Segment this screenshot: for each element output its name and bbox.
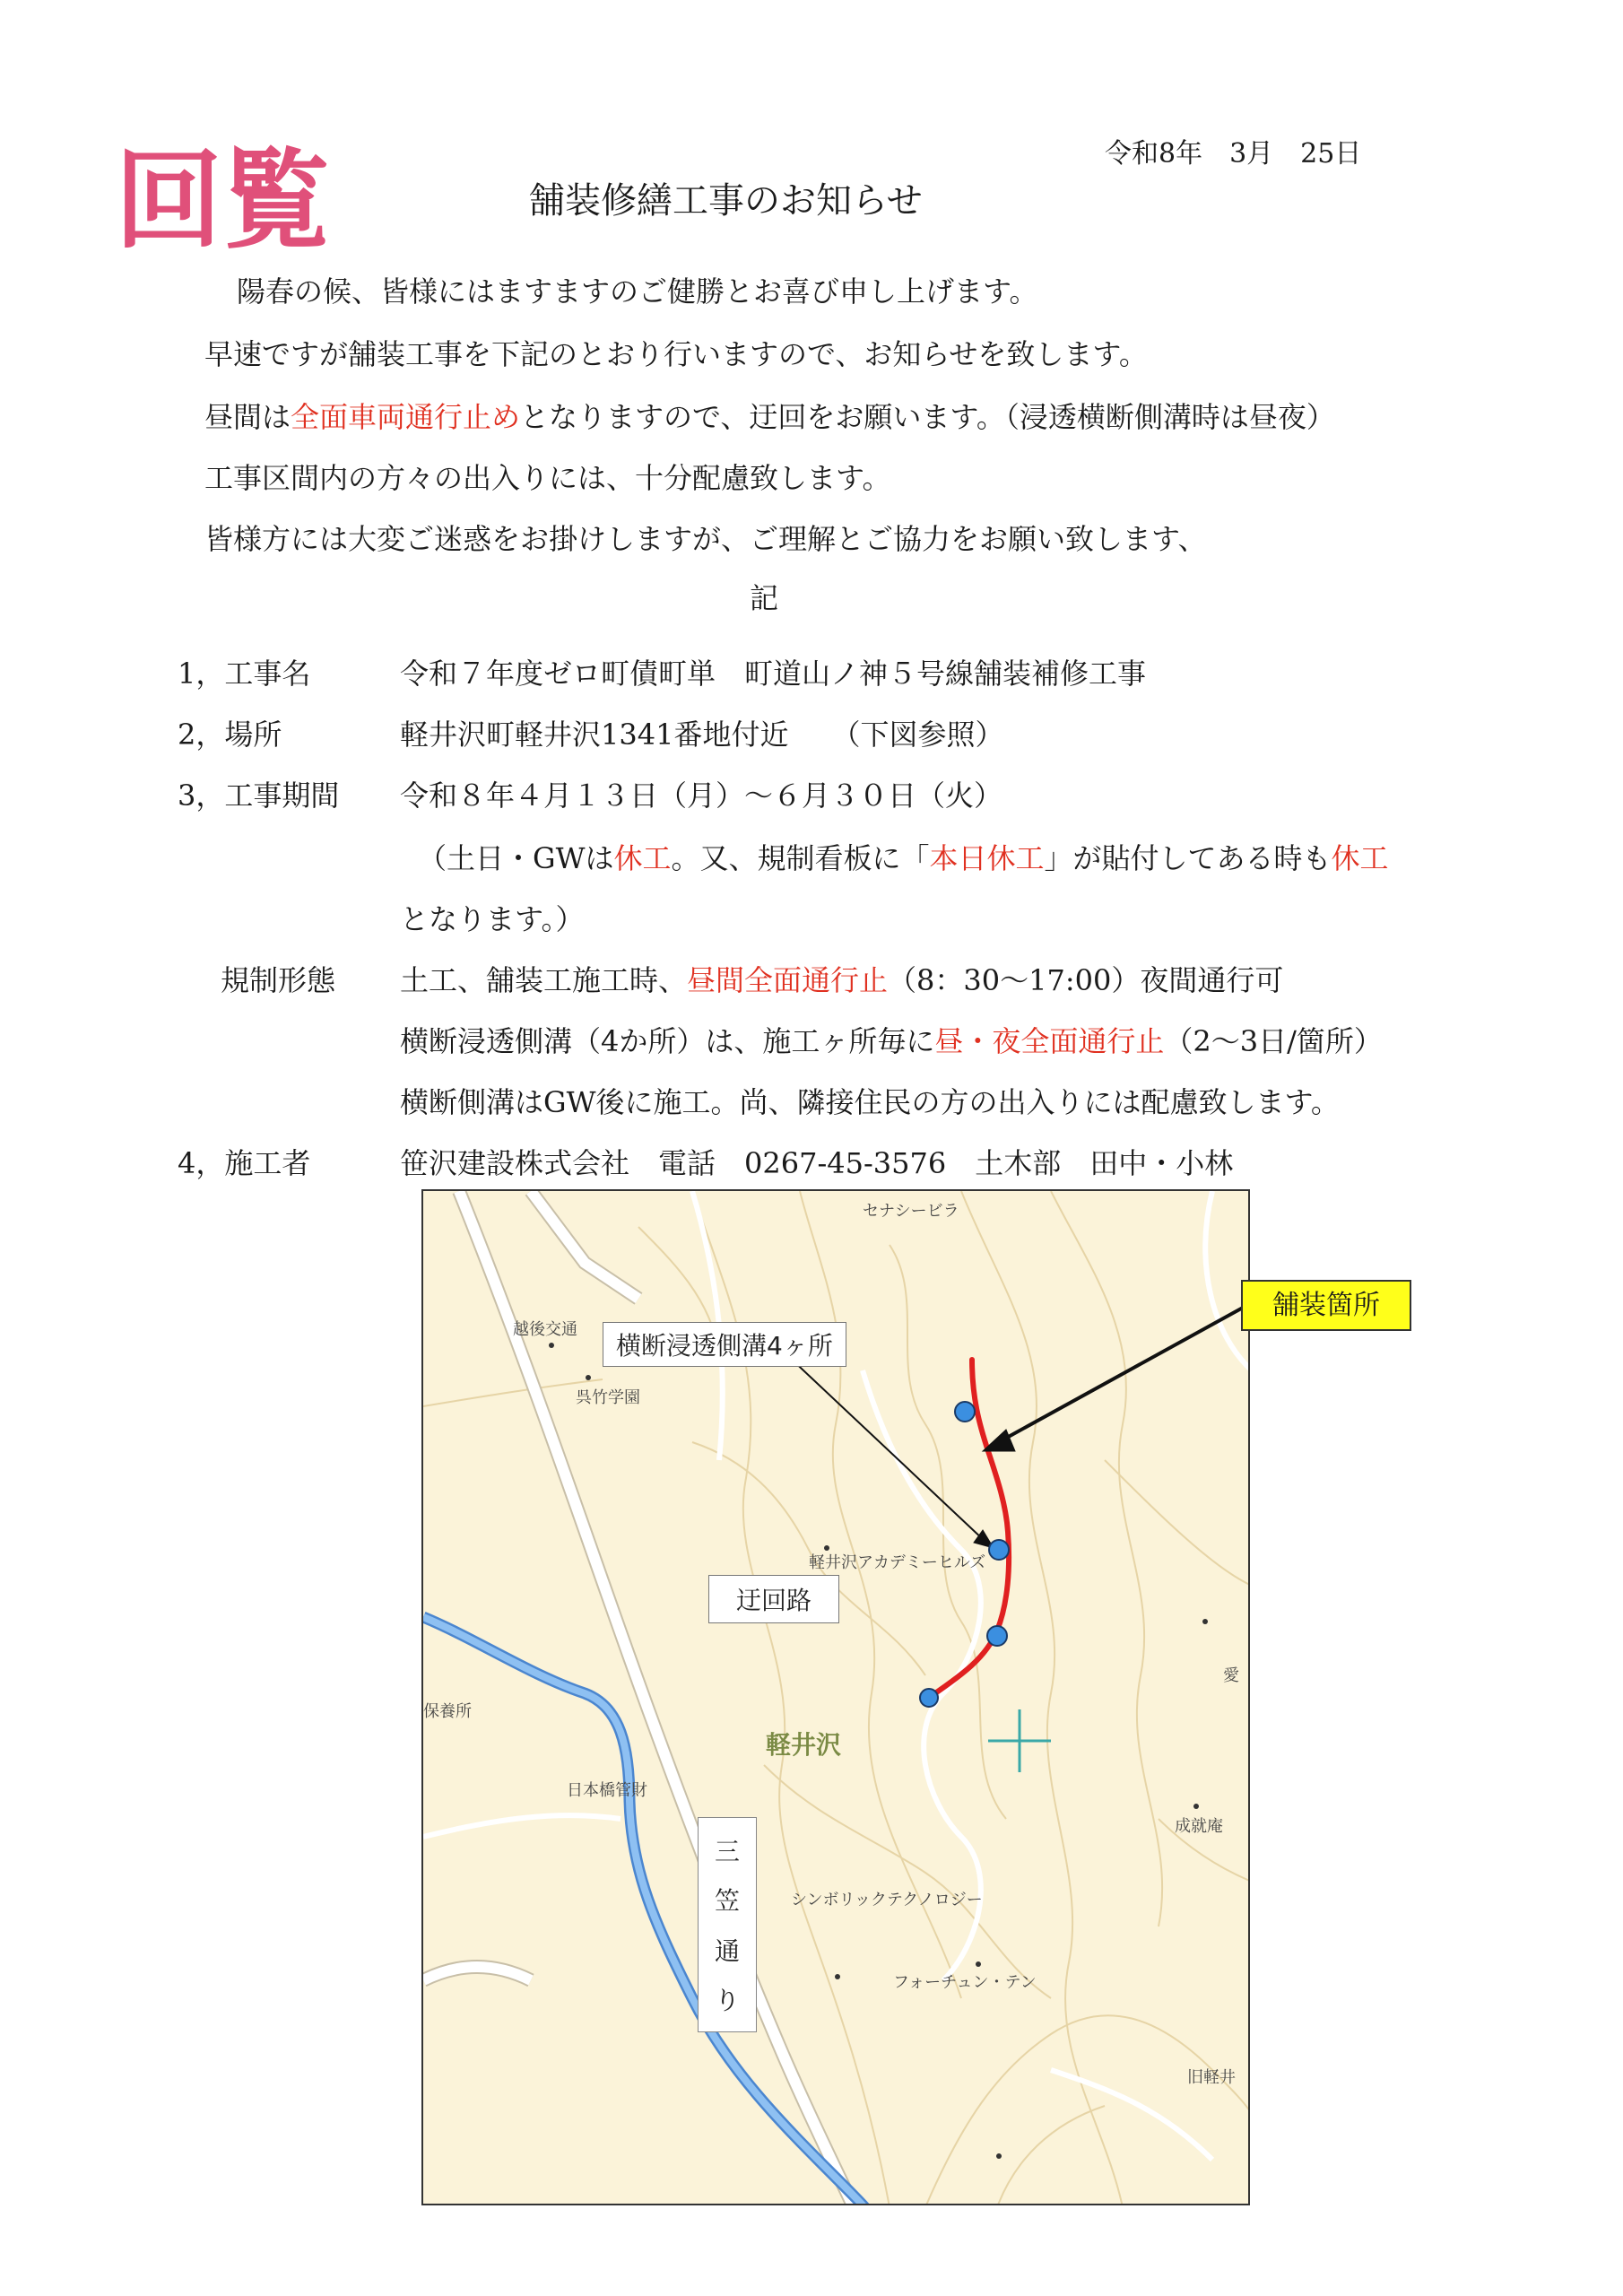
map-label-ai: 愛 (1223, 1666, 1239, 1685)
map-label-hoyojo: 保養所 (423, 1702, 472, 1721)
item3-note-red3: 休工 (1331, 841, 1389, 875)
regulation-label: 規制形態 (221, 963, 336, 997)
paving-arrow-head (983, 1430, 1015, 1451)
reg1-a: 土工、舗装工施工時、 (400, 963, 688, 997)
item3-value: 令和８年４月１３日（月）～６月３０日（火） (400, 778, 1003, 813)
ditch-marker-4 (920, 1689, 938, 1707)
road-name-box (698, 1817, 757, 2032)
paving-callout: 舗装箇所 (1241, 1280, 1411, 1331)
item3-note-red2: 本日休工 (929, 841, 1045, 875)
item1-value: 令和７年度ゼロ町債町単 町道山ノ神５号線舗装補修工事 (400, 657, 1147, 691)
crosshair-icon (988, 1709, 1051, 1772)
intro-line-1: 陽春の候、皆様にはますますのご健勝とお喜び申し上げます。 (237, 274, 1038, 309)
item3-note-2: となります。） (400, 902, 585, 936)
document-date: 令和8年 3月 25日 (1105, 138, 1362, 170)
map-label-symbolic: シンボリックテクノロジー (791, 1891, 983, 1909)
reg1-b: （8：30～17:00）夜間通行可 (888, 963, 1284, 997)
ditch-arrow-line (773, 1342, 985, 1541)
intro-line-3 (204, 395, 1335, 436)
map-label-karuizawa: 軽井沢 (766, 1730, 842, 1760)
reg2-b: （2～3日/箇所） (1164, 1024, 1383, 1058)
map-label-academy: 軽井沢アカデミーヒルズ (809, 1553, 986, 1572)
detour-label: 迂回路 (708, 1575, 839, 1623)
regulation-line-2 (400, 1019, 1383, 1060)
intro-line-3-red: 全面車両通行止め (291, 400, 521, 434)
ditch-marker-1 (955, 1402, 975, 1422)
circulation-stamp: 回覧 (115, 137, 330, 264)
ditch-marker-3 (987, 1626, 1007, 1646)
road-name-char-4: り (714, 1986, 740, 2016)
ditch-marker-2 (989, 1540, 1009, 1560)
regulation-line-1 (400, 958, 1283, 999)
item2-label: 2，場所 (178, 718, 282, 752)
paving-arrow-line (995, 1308, 1243, 1444)
map-label-fortune: フォーチュン・テン (893, 1973, 1037, 1992)
item3-note-red1: 休工 (613, 841, 672, 875)
item3-note-b: 。又、規制看板に「 (671, 841, 930, 875)
intro-line-3-b: となりますので、迂回をお願います。（浸透横断側溝時は昼夜） (520, 400, 1335, 434)
item4-value: 笹沢建設株式会社 電話 0267-45-3576 土木部 田中・小林 (400, 1146, 1234, 1180)
intro-line-4: 工事区間内の方々の出入りには、十分配慮致します。 (204, 461, 891, 495)
reg1-red: 昼間全面通行止 (687, 963, 889, 997)
ki-heading: 記 (750, 581, 779, 615)
item3-note-a: （土日・GWは (418, 841, 614, 875)
road-name-char-3: 通 (714, 1935, 740, 1966)
road-name-char-2: 笠 (714, 1886, 740, 1917)
reg2-red: 昼・夜全面通行止 (934, 1024, 1165, 1058)
item1-label: 1，工事名 (178, 657, 311, 691)
map-label-kuretake: 呉竹学園 (576, 1388, 640, 1407)
item3-label: 3，工事期間 (178, 778, 340, 813)
road-name-char-1: 三 (714, 1836, 740, 1866)
location-map (421, 1189, 1250, 2205)
ditch-callout: 横断浸透側溝4ヶ所 (603, 1322, 846, 1367)
item3-note-c: 」が貼付してある時も (1044, 841, 1332, 875)
map-label-nihonbashi: 日本橋管財 (567, 1781, 647, 1800)
item4-label: 4，施工者 (178, 1146, 311, 1180)
map-label-jojuan: 成就庵 (1175, 1817, 1223, 1836)
intro-line-3-a: 昼間は (204, 400, 291, 434)
page-title: 舗装修繕工事のお知らせ (529, 180, 923, 222)
map-label-senashi: セナシービラ (863, 1202, 959, 1221)
map-label-echigo: 越後交通 (513, 1320, 577, 1339)
item3-note (418, 836, 1389, 877)
intro-line-2: 早速ですが舗装工事を下記のとおり行いますので、お知らせを致します。 (204, 337, 1148, 371)
intro-line-5: 皆様方には大変ご迷惑をお掛けしますが、ご理解とご協力をお願い致します、 (204, 522, 1207, 556)
map-label-kyu-karui: 旧軽井 (1187, 2068, 1236, 2087)
item2-value: 軽井沢町軽井沢1341番地付近 （下図参照） (400, 718, 1004, 752)
regulation-line-3: 横断側溝はGW後に施工。尚、隣接住民の方の出入りには配慮致します。 (400, 1085, 1340, 1119)
reg2-a: 横断浸透側溝（4か所）は、施工ヶ所毎に (400, 1024, 935, 1058)
